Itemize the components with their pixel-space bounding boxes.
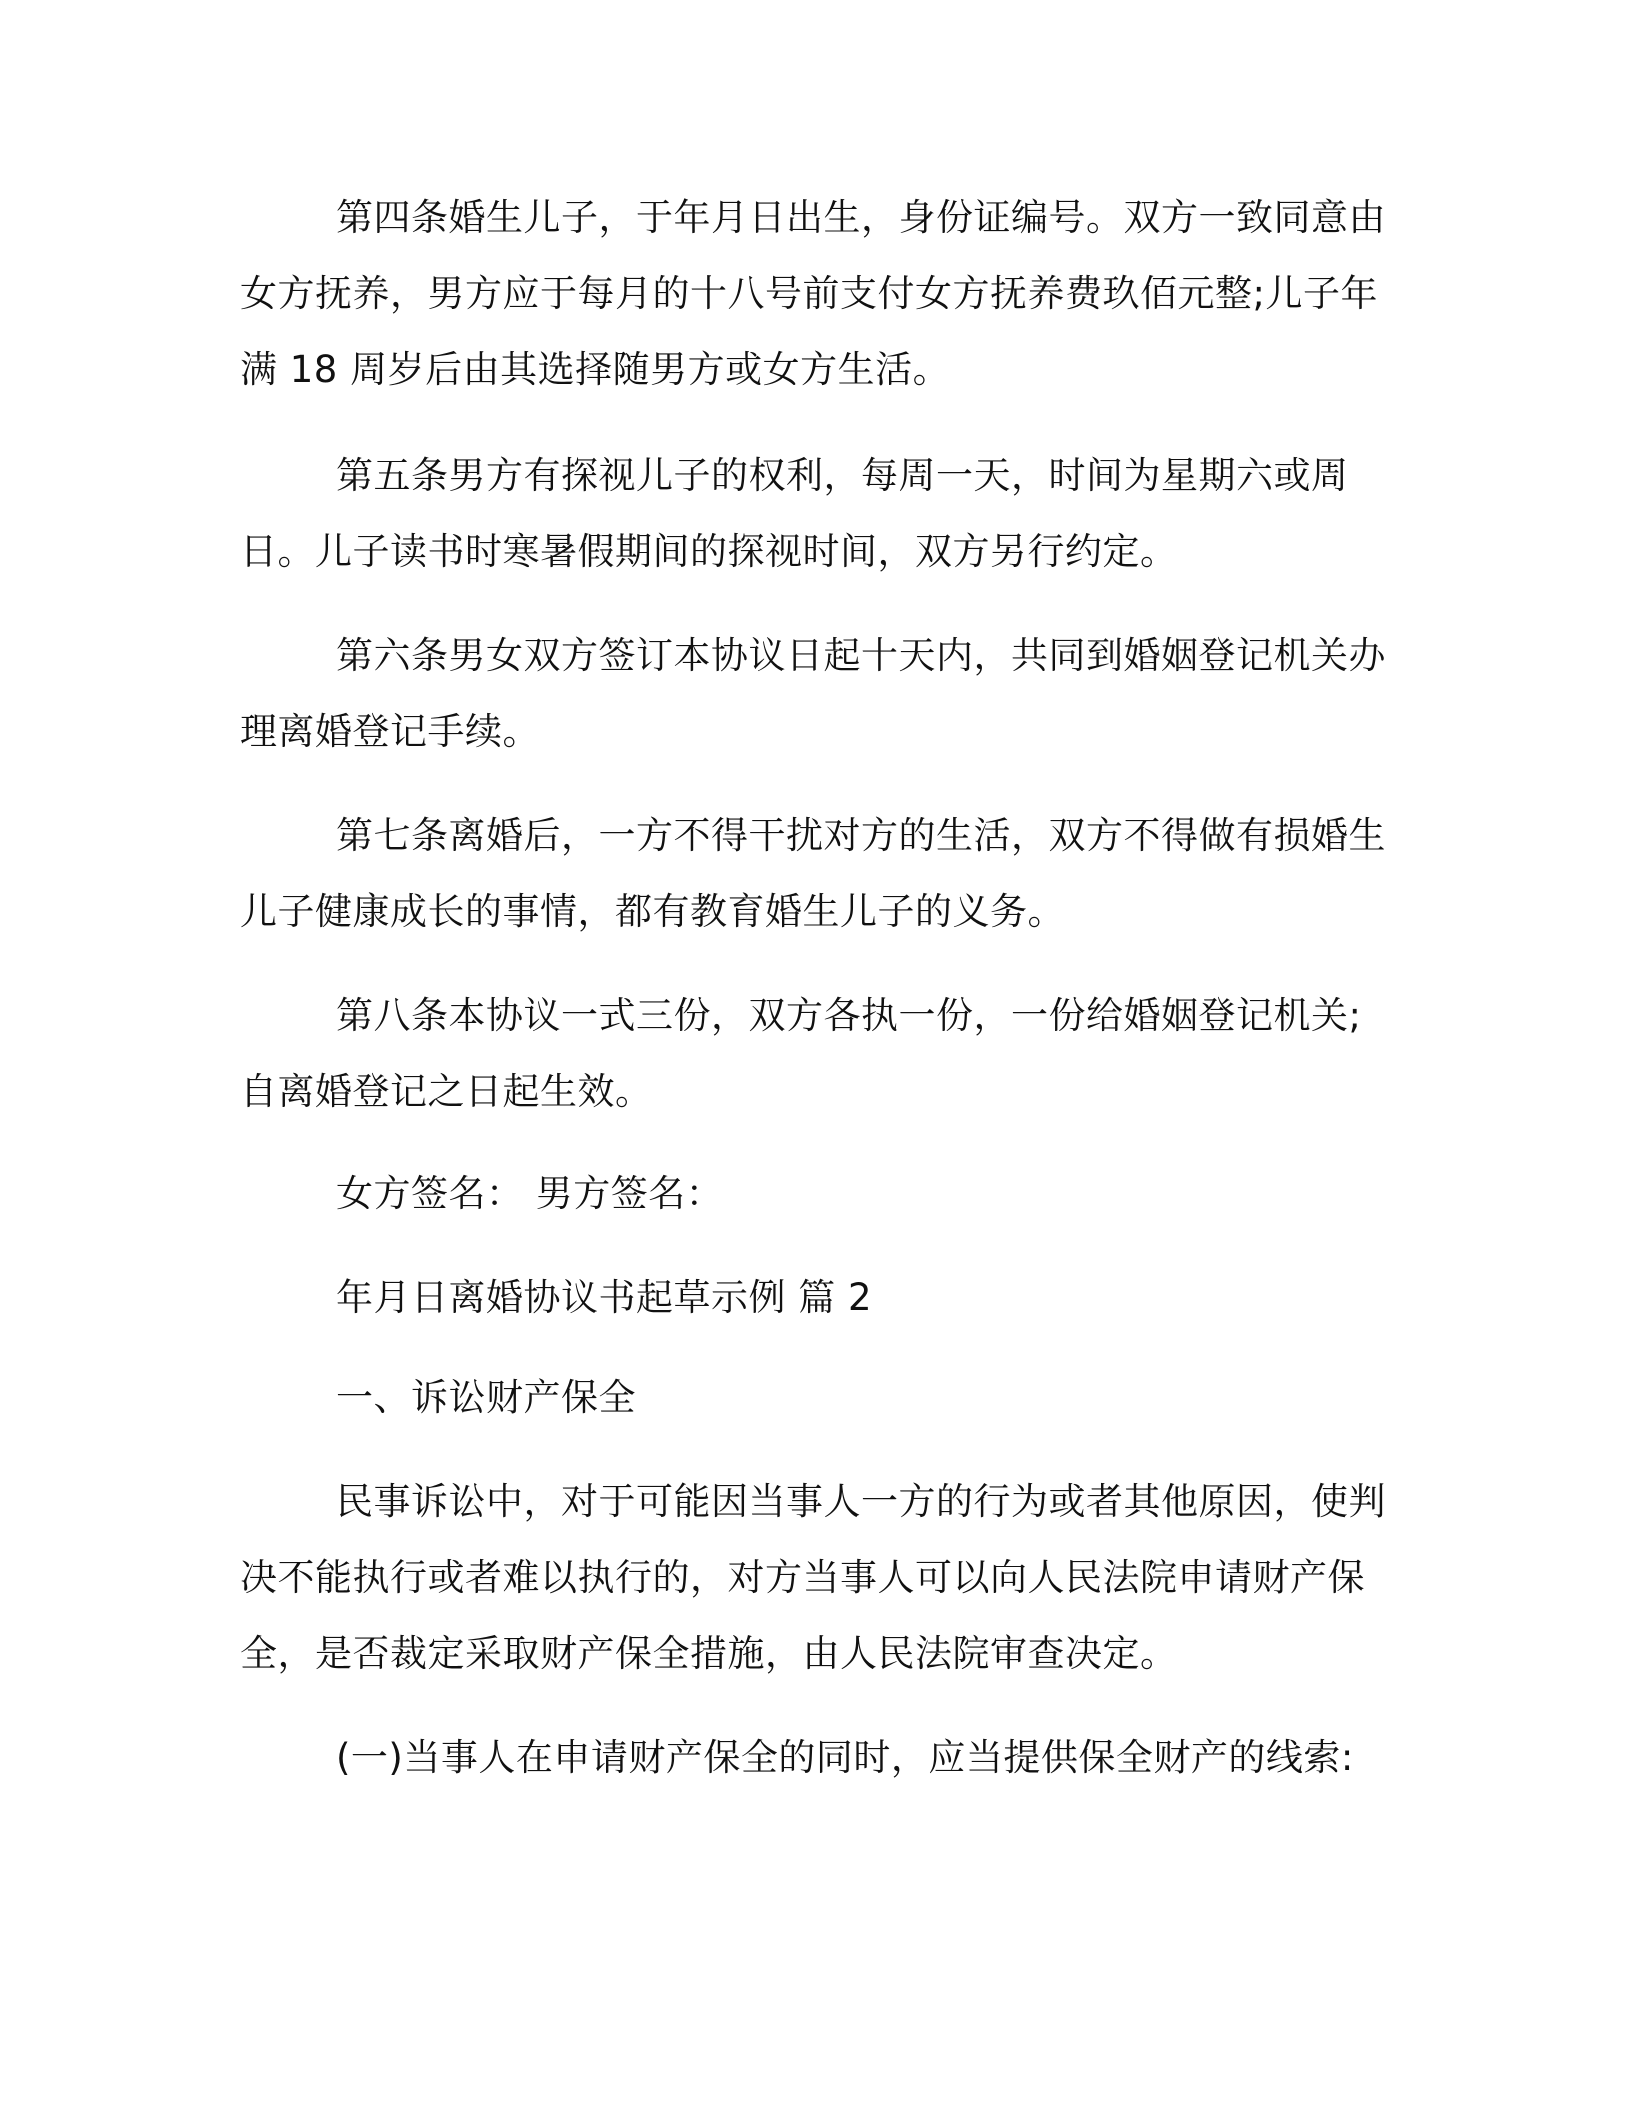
article-4-paragraph: 第四条婚生儿子，于年月日出生，身份证编号。双方一致同意由女方抚养，男方应于每月的十八号前支付女方抚养费玖佰元整;儿子年满 18 周岁后由其选择随男方或女方生活。 bbox=[240, 196, 1386, 391]
subsection-heading: 一、诉讼财产保全 bbox=[336, 1376, 636, 1419]
article-8-paragraph: 第八条本协议一式三份，双方各执一份，一份给婚姻登记机关;自离婚登记之日起生效。 bbox=[240, 994, 1362, 1113]
clue-requirement-paragraph: (一)当事人在申请财产保全的同时，应当提供保全财产的线索: bbox=[336, 1736, 1354, 1779]
signature-line: 女方签名： 男方签名： bbox=[336, 1172, 724, 1215]
article-6-paragraph: 第六条男女双方签订本协议日起十天内，共同到婚姻登记机关办理离婚登记手续。 bbox=[240, 634, 1386, 753]
article-7-paragraph: 第七条离婚后，一方不得干扰对方的生活，双方不得做有损婚生儿子健康成长的事情，都有教育婚生儿子的义务。 bbox=[240, 814, 1386, 933]
section-heading: 年月日离婚协议书起草示例 篇 2 bbox=[336, 1276, 873, 1319]
article-5-paragraph: 第五条男方有探视儿子的权利，每周一天，时间为星期六或周日。儿子读书时寒暑假期间的探视时间，双方另行约定。 bbox=[240, 454, 1349, 573]
property-preservation-paragraph: 民事诉讼中，对于可能因当事人一方的行为或者其他原因，使判决不能执行或者难以执行的，对方当事人可以向人民法院申请财产保全，是否裁定采取财产保全措施，由人民法院审查决定。 bbox=[240, 1480, 1386, 1675]
